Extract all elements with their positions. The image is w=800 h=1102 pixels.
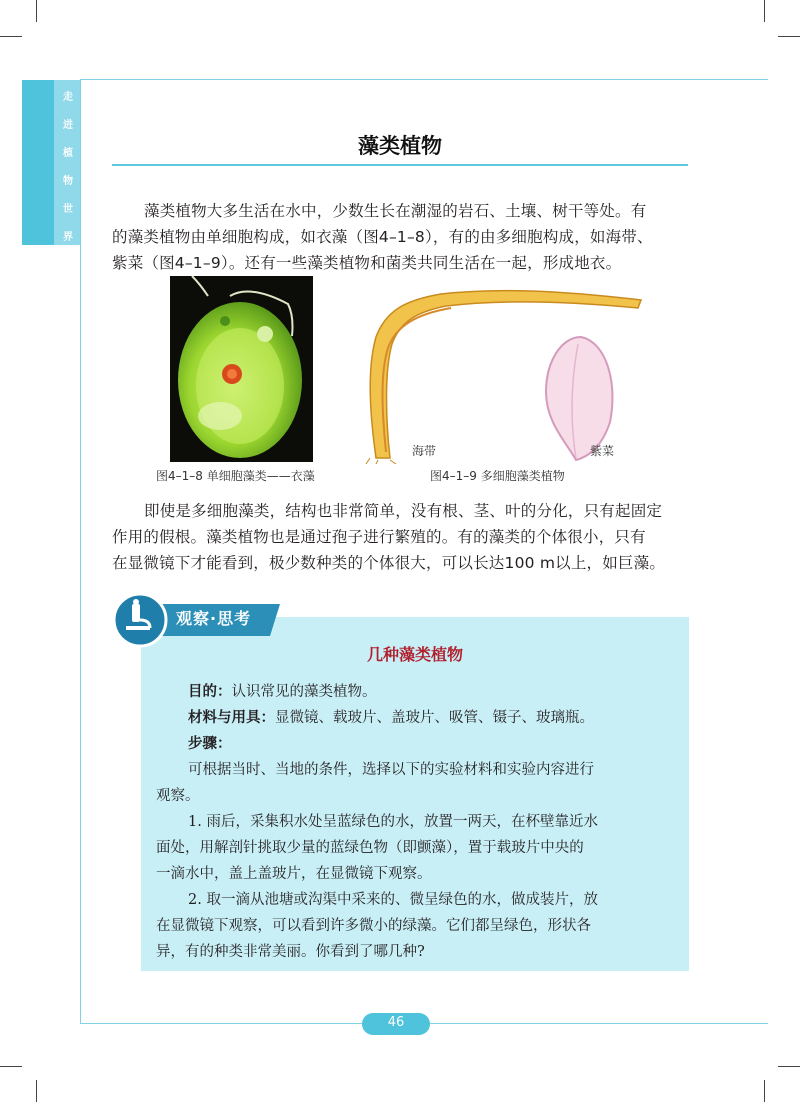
purpose-key: 目的： <box>188 684 232 700</box>
observation-line: 异，有的种类非常美丽。你看到了哪几种? <box>156 944 425 960</box>
materials-text: 显微镜、载玻片、盖玻片、吸管、镊子、玻璃瓶。 <box>275 710 594 726</box>
crop-mark <box>778 1066 800 1067</box>
side-tab-char: 界 <box>63 232 73 243</box>
chapter-side-tab-strip <box>54 80 80 245</box>
observation-line: 面处，用解剖针挑取少量的蓝绿色物（即颤藻），置于载玻片中央的 <box>156 840 584 856</box>
body-line: 即使是多细胞藻类，结构也非常简单，没有根、茎、叶的分化，只有起固定 <box>144 502 663 520</box>
body-line: 紫菜（图4–1–9）。还有一些藻类植物和菌类共同生活在一起，形成地衣。 <box>112 254 622 272</box>
observation-line: 观察。 <box>156 788 200 804</box>
purpose-line <box>188 679 377 705</box>
figure-label: 海带 <box>412 444 437 458</box>
page-frame <box>80 79 81 1023</box>
kelp-and-laver-illustration <box>356 282 656 464</box>
purpose-text: 认识常见的藻类植物。 <box>231 684 377 700</box>
crop-mark <box>764 1080 765 1102</box>
observation-line: 1. 雨后，采集积水处呈蓝绿色的水，放置一两天，在杯壁靠近水 <box>188 814 598 830</box>
side-tab-char: 植 <box>63 148 73 159</box>
steps-line <box>188 731 232 757</box>
chlamydomonas-illustration <box>170 276 313 462</box>
crop-mark <box>764 0 765 22</box>
steps-key: 步骤： <box>188 736 232 752</box>
crop-mark <box>0 36 22 37</box>
body-line: 作用的假根。藻类植物也是通过孢子进行繁殖的。有的藻类的个体很小，只有 <box>112 528 646 546</box>
body-line: 藻类植物大多生活在水中，少数生长在潮湿的岩石、土壤、树干等处。有 <box>144 202 647 220</box>
crop-mark <box>0 1066 22 1067</box>
materials-key: 材料与用具： <box>188 710 275 726</box>
figure-caption: 图4–1–8 单细胞藻类——衣藻 <box>156 469 315 483</box>
page-frame <box>80 79 768 80</box>
observation-line: 在显微镜下观察，可以看到许多微小的绿藻。它们都呈绿色，形状各 <box>156 918 591 934</box>
title-underline <box>112 164 688 166</box>
side-tab-char: 世 <box>63 204 73 215</box>
side-tab-char: 进 <box>63 120 73 131</box>
observation-title: 几种藻类植物 <box>366 645 463 664</box>
observation-badge-label: 观察·思考 <box>176 609 252 628</box>
observation-line: 可根据当时、当地的条件，选择以下的实验材料和实验内容进行 <box>188 762 594 778</box>
body-line: 在显微镜下才能看到，极少数种类的个体很大，可以长达100 m以上，如巨藻。 <box>112 554 666 572</box>
crop-mark <box>778 36 800 37</box>
page-title: 藻类植物 <box>358 134 442 158</box>
side-tab-char: 物 <box>63 176 73 187</box>
page-number: 46 <box>387 1015 405 1030</box>
side-tab-char: 走 <box>63 92 73 103</box>
figure-caption: 图4–1–9 多细胞藻类植物 <box>430 469 565 483</box>
figure-label: 紫菜 <box>590 444 615 458</box>
body-line: 的藻类植物由单细胞构成，如衣藻（图4–1–8），有的由多细胞构成，如海带、 <box>112 228 653 246</box>
materials-line <box>188 705 594 731</box>
crop-mark <box>36 1080 37 1102</box>
observation-line: 2. 取一滴从池塘或沟渠中采来的、微呈绿色的水，做成装片，放 <box>188 892 598 908</box>
observation-line: 一滴水中，盖上盖玻片，在显微镜下观察。 <box>156 866 432 882</box>
crop-mark <box>36 0 37 22</box>
